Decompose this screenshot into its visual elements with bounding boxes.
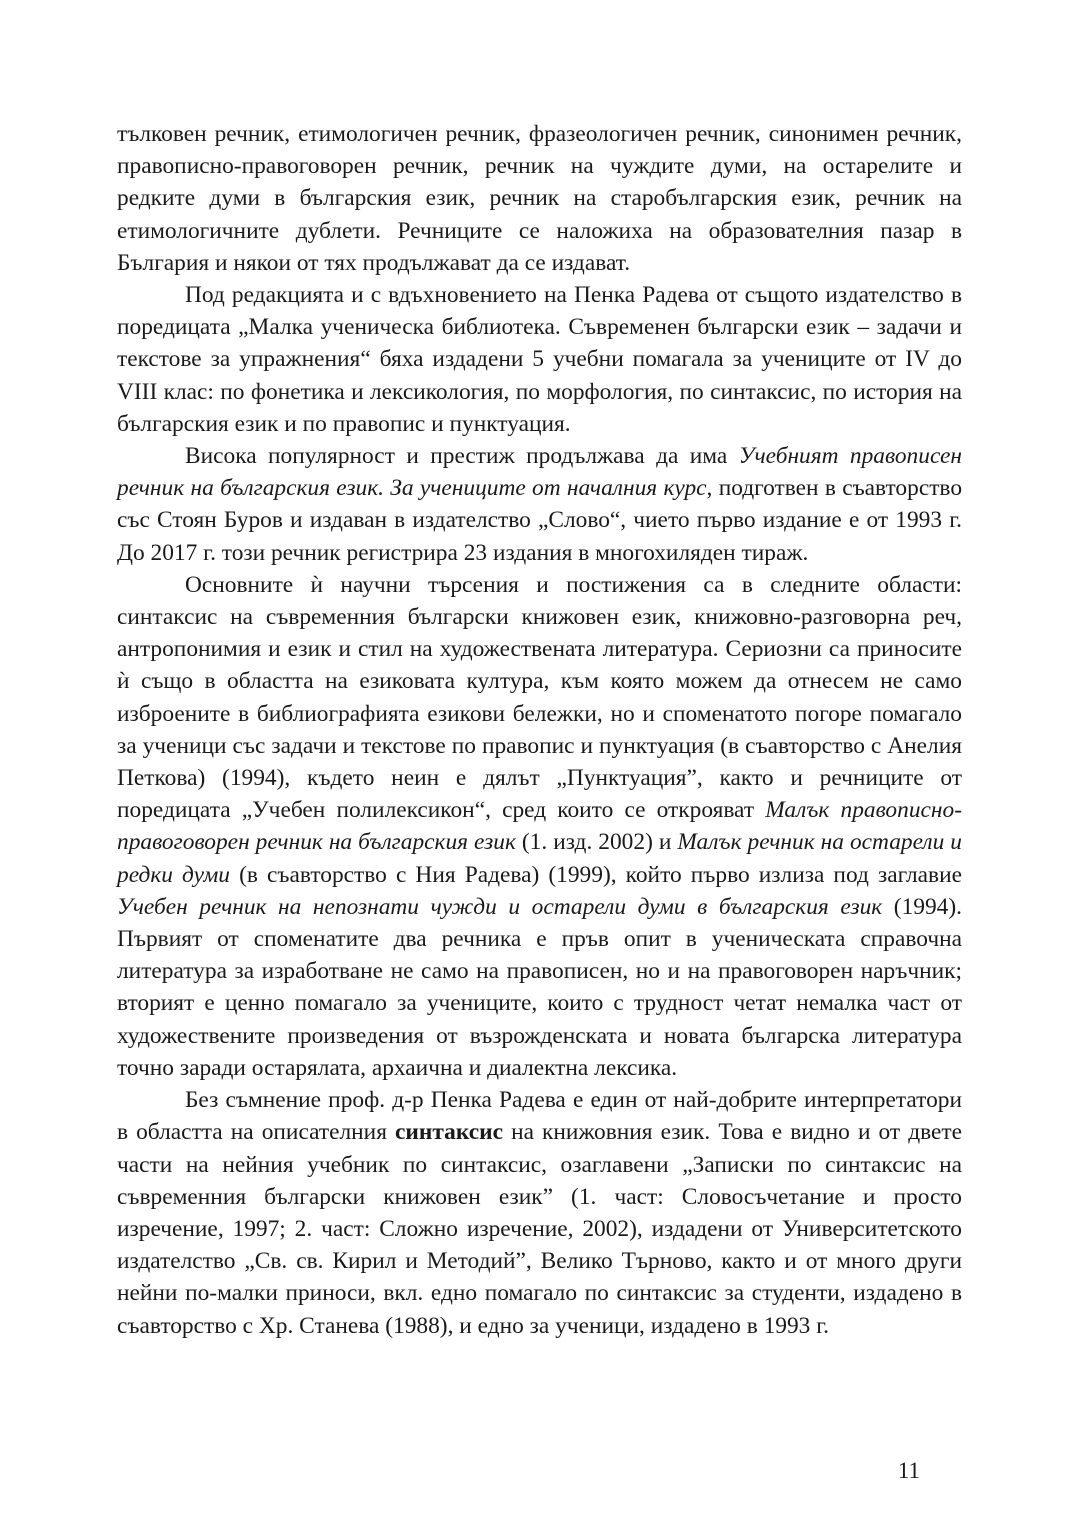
book-title-spelling-dictionary: Учебният правописен речник на българския език. За учениците от началния курс — [117, 443, 962, 502]
paragraph-dictionaries-list: тълковен речник, етимологичен речник, фразеологичен речник, синонимен речник, правописно-правоговорен речник, речник на чуждите думи, на остарелите и редките думи в българския език, речник на старобългарския език, речник на етимологичните дублети. Речниците се наложиха на образователния пазар в България и някои от тях продължават да се издават. — [117, 121, 962, 276]
book-title-obsolete-words: Малък речник на остарели и редки думи — [117, 829, 962, 888]
paragraph-student-library: Под редакцията и с вдъхновението на Пенка Радева от същото издателство в поредицата „Малка ученическа библиотека. Съвременен български език – задачи и текстове за упражнения“ бяха издадени 5 учебни помагала за учениците от IV до VIII клас: по фонетика и лексикология, по морфология, по синтаксис, по история на българския език и по правопис и пунктуация. — [117, 282, 962, 437]
book-title-foreign-words: Учебен речник на непознати чужди и остарели думи в българския език — [117, 893, 883, 920]
page-number: 11 — [897, 1458, 920, 1483]
paragraph-spelling-dictionary: Висока популярност и престиж продължава да има Учебният правописен речник на българския език. За учениците от началния курс, подготвен в съавторство със Стоян Буров и издаван в издателство „Слово“, чието първо издание е от 1993 г. До 2017 г. този речник регистрира 23 издания в многохиляден тираж. — [117, 443, 963, 566]
emphasis-syntax: синтаксис — [395, 1119, 503, 1146]
paragraph-research-areas: Основните ѝ научни търсения и постижения са в следните области: синтаксис на съвременния български книжовен език, книжовно-разговорна реч, антропонимия и език и стил на художествената литература. Сериозни са приносите ѝ също в областта на езиковата култура, към която можем да отнесем не само изброените в библиографията езикови бележки, но и споменатото погоре помагало за ученици със задачи и текстове по правопис и пунктуация (в съавторство с Анелия Петкова) (1994), където неин е дялът „Пунктуация”, както и речниците от поредицата „Учебен полилексикон“, сред които се открояват Малък правописно-правоговорен речник на българския език (1. изд. 2002) и Малък речник на остарели и редки думи (в съавторство с Ния Радева) (1999), който първо излиза под заглавие Учебен речник на непознати чужди и остарели думи в българския език (1994). Първият от споменатите два речника е пръв опит в ученическата справочна литература за изработване не само на правописен, но и на правоговорен наръчник; вторият е ценно помагало за учениците, които с трудност четат немалка част от художествените произведения от възрожденската и новата българска литература точно заради остарялата, архаична и диалектна лексика. — [117, 571, 962, 1081]
book-title-small-dictionary: Малък правописно-правоговорен речник на българския език — [117, 797, 962, 856]
paragraph-syntax: Без съмнение проф. д-р Пенка Радева е един от най-добрите интерпретатори в областта на описателния синтаксис на книжовния език. Това е видно и от двете части на нейния учебник по синтаксис, озаглавени „Записки по синтаксис на съвременния български книжовен език” (1. част: Словосъчетание и просто изречение, 1997; 2. част: Сложно изречение, 2002), издадени от Университетското издателство „Св. св. Кирил и Методий”, Велико Търново, както и от много други нейни по-малки приноси, вкл. едно помагало по синтаксис за студенти, издадено в съавторство с Хр. Станева (1988), и едно за ученици, издадено в 1993 г. — [117, 1087, 963, 1339]
body-text — [117, 118, 962, 1342]
